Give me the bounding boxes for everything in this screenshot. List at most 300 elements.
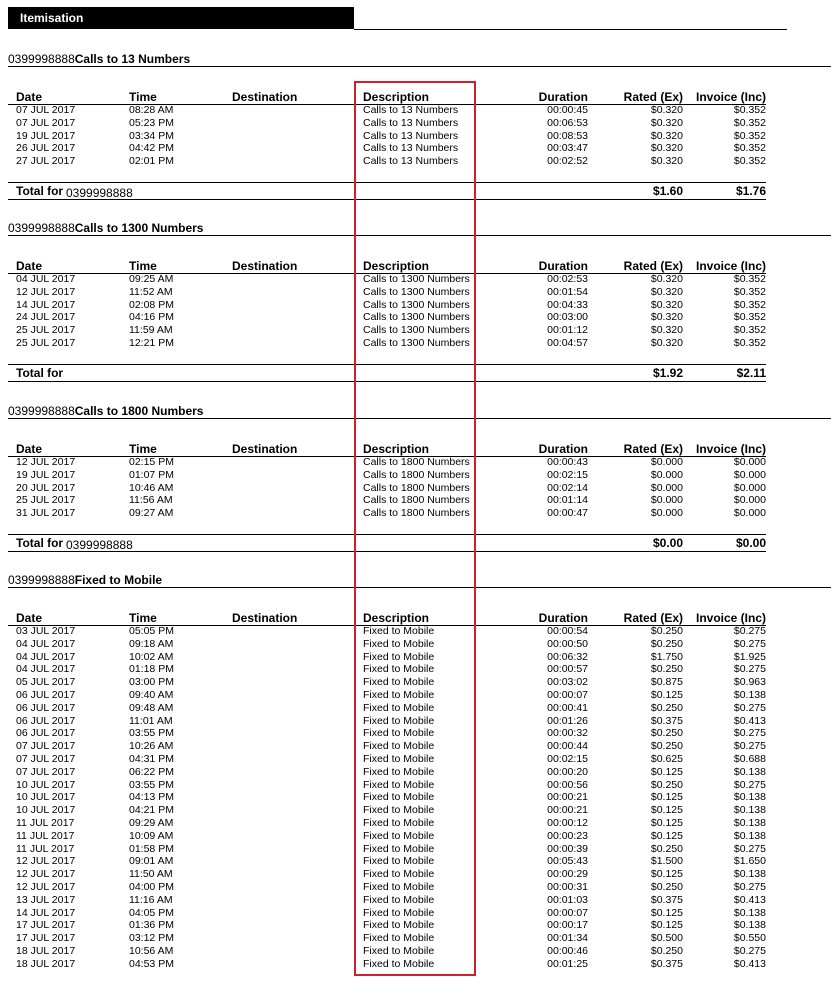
- cell-duration: 00:01:25: [547, 957, 588, 970]
- cell-time: 04:13 PM: [129, 791, 174, 804]
- cell-duration: 00:02:14: [547, 481, 588, 494]
- cell-time: 01:07 PM: [129, 468, 174, 481]
- column-header-destination: Destination: [232, 90, 298, 104]
- cell-invoice: $0.688: [733, 753, 766, 765]
- cell-description: Calls to 1300 Numbers: [363, 337, 470, 349]
- cell-description: Fixed to Mobile: [363, 778, 435, 791]
- cell-description: Fixed to Mobile: [363, 842, 435, 855]
- cell-date: 04 JUL 2017: [16, 273, 76, 285]
- cell-description: Fixed to Mobile: [363, 906, 435, 919]
- cell-invoice: $0.138: [733, 906, 766, 919]
- cell-duration: 00:00:07: [547, 906, 588, 919]
- cell-invoice: $0.352: [733, 116, 766, 129]
- cell-invoice: $0.963: [733, 676, 766, 689]
- cell-duration: 00:01:03: [547, 893, 588, 906]
- cell-date: 06 JUL 2017: [16, 689, 76, 701]
- cell-time: 10:09 AM: [129, 829, 174, 842]
- column-header-duration: Duration: [538, 442, 588, 456]
- column-header-invoice: Invoice (Inc): [695, 259, 766, 273]
- cell-description: Fixed to Mobile: [363, 701, 435, 714]
- cell-date: 17 JUL 2017: [16, 932, 76, 945]
- column-header-invoice: Invoice (Inc): [695, 90, 766, 104]
- cell-description: Fixed to Mobile: [363, 727, 435, 740]
- cell-date: 10 JUL 2017: [16, 804, 76, 817]
- cell-description: Calls to 1300 Numbers: [363, 298, 470, 311]
- cell-rated: $0.000: [650, 481, 683, 494]
- cell-description: Calls to 13 Numbers: [363, 116, 459, 129]
- column-header-date: Date: [16, 90, 43, 104]
- cell-description: Fixed to Mobile: [363, 829, 435, 842]
- cell-duration: 00:00:56: [547, 778, 588, 791]
- cell-date: 18 JUL 2017: [16, 945, 76, 957]
- cell-rated: $0.250: [650, 663, 683, 676]
- cell-date: 18 JUL 2017: [16, 957, 76, 970]
- section-heading: [8, 221, 203, 235]
- cell-duration: 00:00:50: [547, 637, 588, 650]
- total-number: 0399998888: [66, 186, 133, 200]
- cell-invoice: $0.138: [733, 689, 766, 701]
- cell-date: 07 JUL 2017: [16, 740, 76, 753]
- cell-time: 11:16 AM: [129, 893, 173, 906]
- cell-time: 05:23 PM: [129, 116, 174, 129]
- cell-invoice: $0.138: [733, 765, 766, 778]
- cell-duration: 00:00:47: [547, 507, 588, 520]
- cell-time: 11:59 AM: [129, 324, 173, 337]
- cell-invoice: $0.275: [733, 842, 766, 855]
- cell-time: 03:12 PM: [129, 932, 174, 945]
- cell-time: 11:01 AM: [129, 714, 173, 727]
- cell-duration: 00:01:26: [547, 714, 588, 727]
- cell-time: 04:53 PM: [129, 957, 174, 970]
- cell-time: 09:27 AM: [129, 507, 174, 520]
- cell-invoice: $0.138: [733, 868, 766, 881]
- cell-duration: 00:00:21: [547, 791, 588, 804]
- cell-time: 04:05 PM: [129, 906, 174, 919]
- column-header-time: Time: [129, 259, 157, 273]
- cell-date: 17 JUL 2017: [16, 919, 76, 932]
- cell-duration: 00:01:34: [547, 932, 588, 945]
- page-title: Itemisation: [20, 11, 84, 25]
- cell-date: 25 JUL 2017: [16, 337, 76, 349]
- cell-invoice: $0.275: [733, 778, 766, 791]
- cell-invoice: $1.925: [733, 650, 766, 663]
- cell-invoice: $0.138: [733, 791, 766, 804]
- total-label: Total for: [16, 365, 64, 380]
- total-rated: $1.92: [652, 365, 683, 380]
- cell-date: 11 JUL 2017: [16, 817, 75, 829]
- cell-date: 25 JUL 2017: [16, 494, 76, 507]
- cell-date: 07 JUL 2017: [16, 104, 76, 116]
- cell-date: 14 JUL 2017: [16, 298, 76, 311]
- cell-rated: $0.320: [650, 273, 683, 285]
- cell-date: 10 JUL 2017: [16, 778, 76, 791]
- cell-description: Calls to 1300 Numbers: [363, 285, 470, 298]
- cell-description: Calls to 13 Numbers: [363, 104, 459, 116]
- cell-time: 01:58 PM: [129, 842, 174, 855]
- cell-invoice: $0.000: [733, 481, 766, 494]
- cell-date: 07 JUL 2017: [16, 765, 76, 778]
- section-heading: [8, 52, 190, 66]
- cell-date: 06 JUL 2017: [16, 701, 76, 714]
- cell-invoice: $0.352: [733, 311, 766, 324]
- cell-duration: 00:00:07: [547, 689, 588, 701]
- cell-duration: 00:01:54: [547, 285, 588, 298]
- cell-invoice: $0.352: [733, 129, 766, 142]
- cell-date: 19 JUL 2017: [16, 129, 76, 142]
- cell-rated: $0.250: [650, 778, 683, 791]
- cell-duration: 00:02:53: [547, 273, 588, 285]
- cell-time: 08:28 AM: [129, 104, 174, 116]
- cell-time: 01:18 PM: [129, 663, 174, 676]
- cell-rated: $0.125: [650, 829, 683, 842]
- cell-date: 06 JUL 2017: [16, 714, 76, 727]
- column-header-destination: Destination: [232, 611, 298, 625]
- cell-rated: $0.125: [650, 791, 683, 804]
- cell-date: 27 JUL 2017: [16, 155, 76, 168]
- cell-description: Fixed to Mobile: [363, 676, 435, 689]
- column-header-description: Description: [363, 611, 430, 625]
- cell-invoice: $0.138: [733, 829, 766, 842]
- column-header-description: Description: [363, 259, 430, 273]
- section-number: 0399998888: [8, 221, 75, 235]
- cell-description: Calls to 1800 Numbers: [363, 456, 470, 468]
- cell-rated: $0.320: [650, 155, 683, 168]
- cell-invoice: $0.275: [733, 663, 766, 676]
- column-header-destination: Destination: [232, 259, 298, 273]
- cell-description: Calls to 1800 Numbers: [363, 481, 470, 494]
- cell-time: 09:40 AM: [129, 689, 174, 701]
- cell-time: 10:46 AM: [129, 481, 174, 494]
- cell-rated: $0.250: [650, 945, 683, 957]
- cell-description: Calls to 1300 Numbers: [363, 324, 470, 337]
- cell-time: 04:21 PM: [129, 804, 174, 817]
- cell-duration: 00:00:21: [547, 804, 588, 817]
- cell-date: 13 JUL 2017: [16, 893, 76, 906]
- cell-rated: $0.000: [650, 494, 683, 507]
- cell-invoice: $0.550: [733, 932, 766, 945]
- section-name: Fixed to Mobile: [74, 573, 163, 587]
- cell-date: 25 JUL 2017: [16, 324, 76, 337]
- column-header-description: Description: [363, 90, 430, 104]
- cell-invoice: $0.352: [733, 337, 766, 349]
- cell-time: 02:08 PM: [129, 298, 174, 311]
- cell-duration: 00:02:15: [547, 468, 588, 481]
- cell-invoice: $0.352: [733, 142, 766, 155]
- cell-description: Fixed to Mobile: [363, 817, 435, 829]
- section-number: 0399998888: [8, 404, 75, 418]
- cell-duration: 00:01:12: [547, 324, 588, 337]
- section-heading: [8, 404, 203, 418]
- section-name: Calls to 13 Numbers: [74, 52, 191, 66]
- cell-invoice: $1.650: [733, 855, 766, 868]
- section-number: 0399998888: [8, 573, 75, 587]
- cell-duration: 00:00:29: [547, 868, 588, 881]
- cell-duration: 00:00:31: [547, 881, 588, 893]
- cell-description: Fixed to Mobile: [363, 881, 435, 893]
- cell-date: 06 JUL 2017: [16, 727, 76, 740]
- cell-duration: 00:03:47: [547, 142, 588, 155]
- cell-rated: $0.875: [650, 676, 683, 689]
- cell-rated: $0.320: [650, 129, 683, 142]
- cell-duration: 00:00:45: [547, 104, 588, 116]
- cell-date: 14 JUL 2017: [16, 906, 76, 919]
- cell-invoice: $0.275: [733, 701, 766, 714]
- cell-invoice: $0.352: [733, 324, 766, 337]
- cell-rated: $0.320: [650, 104, 683, 116]
- cell-description: Fixed to Mobile: [363, 855, 435, 868]
- cell-duration: 00:03:02: [547, 676, 588, 689]
- cell-duration: 00:02:15: [547, 753, 588, 765]
- cell-date: 05 JUL 2017: [16, 676, 76, 689]
- cell-time: 01:36 PM: [129, 919, 174, 932]
- cell-duration: 00:01:14: [547, 494, 588, 507]
- cell-time: 04:42 PM: [129, 142, 174, 155]
- cell-time: 10:56 AM: [129, 945, 174, 957]
- cell-rated: $0.320: [650, 324, 683, 337]
- cell-description: Fixed to Mobile: [363, 868, 435, 881]
- cell-rated: $0.320: [650, 142, 683, 155]
- total-label: Total for: [16, 536, 64, 550]
- cell-rated: $0.250: [650, 740, 683, 753]
- cell-rated: $0.250: [650, 881, 683, 893]
- column-header-duration: Duration: [538, 259, 588, 273]
- column-header-invoice: Invoice (Inc): [695, 611, 766, 625]
- cell-invoice: $0.000: [733, 456, 766, 468]
- cell-rated: $0.250: [650, 701, 683, 714]
- section-name: Calls to 1800 Numbers: [74, 404, 204, 418]
- cell-date: 04 JUL 2017: [16, 650, 76, 663]
- cell-description: Calls to 1300 Numbers: [363, 273, 470, 285]
- cell-invoice: $0.138: [733, 919, 766, 932]
- cell-rated: $0.375: [650, 714, 683, 727]
- cell-description: Fixed to Mobile: [363, 765, 435, 778]
- cell-date: 20 JUL 2017: [16, 481, 76, 494]
- cell-rated: $0.320: [650, 285, 683, 298]
- column-header-rated: Rated (Ex): [623, 90, 683, 104]
- cell-duration: 00:04:57: [547, 337, 588, 349]
- cell-description: Calls to 13 Numbers: [363, 129, 459, 142]
- cell-invoice: $0.413: [733, 714, 766, 727]
- cell-description: Fixed to Mobile: [363, 932, 435, 945]
- cell-duration: 00:00:20: [547, 765, 588, 778]
- cell-duration: 00:00:17: [547, 919, 588, 932]
- cell-rated: $0.125: [650, 919, 683, 932]
- cell-invoice: $0.413: [733, 957, 766, 970]
- cell-duration: 00:08:53: [547, 129, 588, 142]
- cell-time: 06:22 PM: [129, 765, 174, 778]
- cell-duration: 00:00:12: [547, 817, 588, 829]
- cell-rated: $0.125: [650, 817, 683, 829]
- cell-time: 12:21 PM: [129, 337, 174, 349]
- cell-invoice: $0.275: [733, 625, 766, 637]
- cell-rated: $0.250: [650, 625, 683, 637]
- column-header-time: Time: [129, 442, 157, 456]
- itemisation-title-bar: [8, 7, 354, 29]
- cell-time: 03:55 PM: [129, 778, 174, 791]
- cell-rated: $0.000: [650, 507, 683, 520]
- cell-description: Fixed to Mobile: [363, 714, 435, 727]
- total-label: Total for: [16, 184, 64, 198]
- cell-time: 03:34 PM: [129, 129, 174, 142]
- section-divider: [8, 66, 831, 67]
- cell-date: 24 JUL 2017: [16, 311, 76, 324]
- total-invoice: $0.00: [735, 536, 766, 550]
- cell-description: Fixed to Mobile: [363, 625, 435, 637]
- cell-rated: $0.125: [650, 868, 683, 881]
- cell-rated: $0.320: [650, 116, 683, 129]
- cell-date: 11 JUL 2017: [16, 829, 75, 842]
- cell-duration: 00:00:32: [547, 727, 588, 740]
- total-invoice: $1.76: [735, 184, 766, 198]
- cell-time: 09:18 AM: [129, 637, 174, 650]
- cell-time: 10:02 AM: [129, 650, 174, 663]
- cell-date: 07 JUL 2017: [16, 753, 76, 765]
- total-rated: $1.60: [652, 184, 683, 198]
- cell-rated: $1.500: [650, 855, 683, 868]
- cell-rated: $0.000: [650, 456, 683, 468]
- cell-description: Fixed to Mobile: [363, 893, 435, 906]
- cell-invoice: $0.000: [733, 468, 766, 481]
- cell-invoice: $0.352: [733, 298, 766, 311]
- cell-date: 31 JUL 2017: [16, 507, 76, 520]
- cell-rated: $0.375: [650, 957, 683, 970]
- cell-date: 04 JUL 2017: [16, 637, 76, 650]
- cell-description: Fixed to Mobile: [363, 740, 435, 753]
- cell-duration: 00:04:33: [547, 298, 588, 311]
- cell-invoice: $0.000: [733, 494, 766, 507]
- cell-date: 04 JUL 2017: [16, 663, 76, 676]
- cell-description: Fixed to Mobile: [363, 637, 435, 650]
- cell-duration: 00:00:43: [547, 456, 588, 468]
- cell-time: 04:16 PM: [129, 311, 174, 324]
- cell-duration: 00:00:44: [547, 740, 588, 753]
- cell-duration: 00:00:41: [547, 701, 588, 714]
- column-header-rated: Rated (Ex): [623, 259, 683, 273]
- cell-time: 02:15 PM: [129, 456, 174, 468]
- total-number: 0399998888: [66, 538, 133, 552]
- cell-date: 12 JUL 2017: [16, 855, 76, 868]
- cell-invoice: $0.138: [733, 804, 766, 817]
- cell-duration: 00:05:43: [547, 855, 588, 868]
- cell-rated: $0.250: [650, 842, 683, 855]
- column-header-time: Time: [129, 611, 157, 625]
- cell-rated: $0.125: [650, 906, 683, 919]
- cell-rated: $0.250: [650, 637, 683, 650]
- cell-description: Fixed to Mobile: [363, 753, 435, 765]
- cell-time: 09:48 AM: [129, 701, 174, 714]
- cell-time: 11:50 AM: [129, 868, 173, 881]
- section-heading: [8, 573, 162, 587]
- cell-date: 12 JUL 2017: [16, 868, 76, 881]
- cell-invoice: $0.352: [733, 285, 766, 298]
- column-header-duration: Duration: [538, 90, 588, 104]
- cell-duration: 00:06:53: [547, 116, 588, 129]
- cell-date: 19 JUL 2017: [16, 468, 76, 481]
- title-divider: [354, 29, 787, 30]
- cell-description: Fixed to Mobile: [363, 663, 435, 676]
- cell-duration: 00:00:46: [547, 945, 588, 957]
- cell-invoice: $0.275: [733, 945, 766, 957]
- cell-invoice: $0.138: [733, 817, 766, 829]
- cell-time: 04:31 PM: [129, 753, 174, 765]
- cell-duration: 00:06:32: [547, 650, 588, 663]
- column-header-date: Date: [16, 442, 43, 456]
- total-invoice: $2.11: [736, 365, 766, 380]
- cell-date: 26 JUL 2017: [16, 142, 76, 155]
- cell-rated: $0.625: [650, 753, 683, 765]
- column-header-description: Description: [363, 442, 430, 456]
- cell-description: Fixed to Mobile: [363, 957, 435, 970]
- cell-date: 12 JUL 2017: [16, 881, 76, 893]
- cell-time: 02:01 PM: [129, 155, 174, 168]
- cell-rated: $0.000: [650, 468, 683, 481]
- cell-time: 11:56 AM: [129, 494, 173, 507]
- cell-date: 12 JUL 2017: [16, 456, 76, 468]
- cell-date: 11 JUL 2017: [16, 842, 75, 855]
- column-header-date: Date: [16, 259, 43, 273]
- cell-invoice: $0.352: [733, 273, 766, 285]
- column-header-rated: Rated (Ex): [623, 442, 683, 456]
- cell-invoice: $0.352: [733, 155, 766, 168]
- cell-time: 09:25 AM: [129, 273, 174, 285]
- cell-time: 05:05 PM: [129, 625, 174, 637]
- cell-rated: $0.320: [650, 298, 683, 311]
- cell-date: 03 JUL 2017: [16, 625, 76, 637]
- cell-date: 10 JUL 2017: [16, 791, 76, 804]
- cell-description: Calls to 1800 Numbers: [363, 507, 470, 520]
- cell-description: Calls to 13 Numbers: [363, 155, 459, 168]
- column-header-invoice: Invoice (Inc): [695, 442, 766, 456]
- cell-rated: $0.500: [650, 932, 683, 945]
- cell-description: Fixed to Mobile: [363, 919, 435, 932]
- cell-time: 09:29 AM: [129, 817, 174, 829]
- cell-description: Calls to 1300 Numbers: [363, 311, 470, 324]
- cell-date: 12 JUL 2017: [16, 285, 76, 298]
- cell-description: Fixed to Mobile: [363, 791, 435, 804]
- cell-invoice: $0.275: [733, 637, 766, 650]
- cell-rated: $0.125: [650, 689, 683, 701]
- cell-description: Fixed to Mobile: [363, 650, 435, 663]
- column-header-destination: Destination: [232, 442, 298, 456]
- cell-duration: 00:03:00: [547, 311, 588, 324]
- cell-description: Calls to 1800 Numbers: [363, 468, 470, 481]
- cell-rated: $0.250: [650, 727, 683, 740]
- total-rated: $0.00: [652, 536, 683, 550]
- cell-time: 11:52 AM: [129, 285, 173, 298]
- cell-description: Fixed to Mobile: [363, 945, 435, 957]
- cell-description: Calls to 13 Numbers: [363, 142, 459, 155]
- cell-rated: $1.750: [650, 650, 683, 663]
- cell-description: Calls to 1800 Numbers: [363, 494, 470, 507]
- cell-invoice: $0.275: [733, 881, 766, 893]
- cell-rated: $0.320: [650, 311, 683, 324]
- cell-description: Fixed to Mobile: [363, 804, 435, 817]
- cell-invoice: $0.352: [733, 104, 766, 116]
- column-header-date: Date: [16, 611, 43, 625]
- cell-invoice: $0.275: [733, 727, 766, 740]
- cell-rated: $0.125: [650, 765, 683, 778]
- cell-duration: 00:00:23: [547, 829, 588, 842]
- section-number: 0399998888: [8, 52, 75, 66]
- column-header-time: Time: [129, 90, 157, 104]
- section-name: Calls to 1300 Numbers: [74, 221, 204, 235]
- cell-rated: $0.320: [650, 337, 683, 349]
- cell-time: 03:55 PM: [129, 727, 174, 740]
- cell-invoice: $0.413: [733, 893, 766, 906]
- cell-invoice: $0.000: [733, 507, 766, 520]
- cell-time: 03:00 PM: [129, 676, 174, 689]
- cell-invoice: $0.275: [733, 740, 766, 753]
